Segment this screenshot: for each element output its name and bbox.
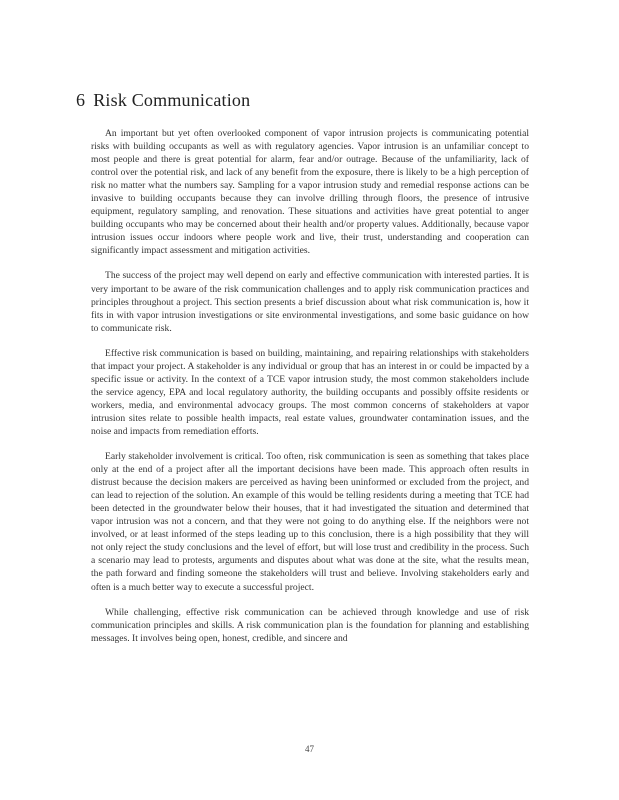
section-heading <box>76 90 250 111</box>
paragraph-early-involvement: Early stakeholder involvement is critical. Too often, risk communication is seen as something that takes place only at the end of a project after all the important decisions have been made. This approach often results in distrust because the decision makers are perceived as having been uninformed or excluded from the project, and can lead to rejection of the solution. An example of this would be telling residents during a meeting that TCE had been detected in the groundwater below their houses, that it had investigated the situation and determined that vapor intrusion was not a concern, and that they were not going to do anything else. If the neighbors were not involved, or at least informed of the steps leading up to this conclusion, there is a high possibility that they will not only reject the study conclusions and the level of effort, but will lose trust and credibility in the process. Such a scenario may lead to protests, arguments and disputes about what was done at the site, what the results mean, the path forward and finding someone the stakeholders will trust and believe. Involving stakeholders early and often is a much better way to execute a successful project. <box>91 451 529 593</box>
paragraph-success: The success of the project may well depend on early and effective communication with interested parties. It is very important to be aware of the risk communication challenges and to apply risk communication practices and principles throughout a project. This section presents a brief discussion about what risk communication is, how it fits in with vapor intrusion investigations or site environmental investigations, and some basic guidance on how to communicate risk. <box>91 270 529 334</box>
paragraph-principles: While challenging, effective risk communication can be achieved through knowledge and use of risk communication principles and skills. A risk communication plan is the foundation for planning and establishing messages. It involves being open, honest, credible, and sincere and <box>91 606 529 644</box>
section-title: Risk Communication <box>93 90 251 110</box>
paragraph-stakeholders: Effective risk communication is based on building, maintaining, and repairing relationships with stakeholders that impact your project. A stakeholder is any individual or group that has an interest in or could be impacted by a specific issue or activity. In the context of a TCE vapor intrusion study, the most common stakeholders include the service agency, EPA and local regulatory authority, the building occupants and possibly offsite residents or workers, media, and environmental advocacy groups. The most common concerns of stakeholders at vapor intrusion sites relate to possible health impacts, real estate values, groundwater contamination issues, and the noise and impacts from remediation efforts. <box>91 347 529 437</box>
section-number: 6 <box>76 90 86 110</box>
paragraph-intro: An important but yet often overlooked component of vapor intrusion projects is communicating potential risks with building occupants as well as with regulatory agencies. Vapor intrusion is an unfamiliar concept to most people and there is great potential for alarm, fear and/or outrage. Because of the unfamiliarity, lack of control over the potential risk, and lack of any benefit from the exposure, there is likely to be a high perception of risk no matter what the numbers say. Sampling for a vapor intrusion study and remedial response actions can be invasive to building occupants because they can involve drilling through floors, the presence of intrusive equipment, regulatory sampling, and renovation. These situations and activities have great potential to anger building occupants who may be concerned about their health and/or property values. Additionally, because vapor intrusion issues occur indoors where people work and live, their trust, understanding and cooperation can significantly impact assessment and mitigation activities. <box>91 128 529 257</box>
page-number: 47 <box>305 744 314 754</box>
body-text <box>91 127 529 657</box>
